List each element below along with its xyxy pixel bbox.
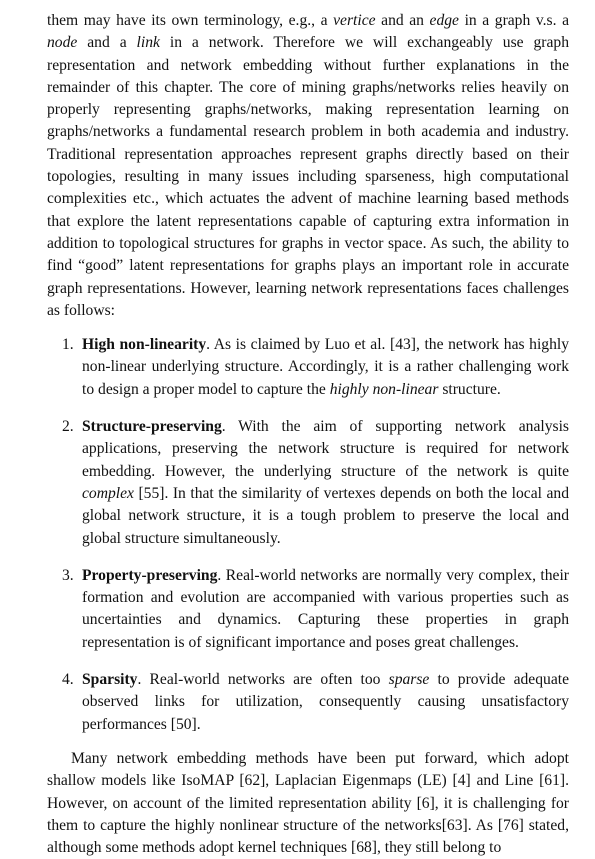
- term-node: node: [47, 34, 78, 52]
- intro-text-1: them may have its own terminology, e.g., a: [47, 12, 334, 29]
- term-link: link: [136, 34, 160, 52]
- closing-paragraph: Many network embedding methods have been put forward, which adopt shallow models like IsoMAP [62], Laplacian Eigenmaps (LE) [4] and Line [61]. However, on account of the limited representation ability [6], it is challenging for them to capture the highly nonlinear structure of the networks[63]. As [76] stated, although some methods adopt kernel techniques [68], they still belong to: [47, 749, 569, 857]
- item-number: 3.: [62, 566, 74, 584]
- item-text: . Real-world networks are normally very complex, their formation and evolution are accompanied with various properties such as uncertainties and dynamics. Capturing these properties in graph representation is of significant importance and poses great challenges.: [82, 566, 569, 651]
- item-text-end: to provide adequate observed links for utilization, consequently causing unsatisfactory performances [50].: [82, 671, 569, 733]
- item-title: Sparsity: [82, 671, 138, 689]
- item-emphasis: sparse: [388, 671, 430, 689]
- item-text-end: [55]. In that the similarity of vertexes depends on both the local and global network structure, it is a tough problem to preserve the local and global structure simultaneously.: [82, 484, 569, 547]
- item-title: High non-linearity: [82, 336, 207, 354]
- item-number: 2.: [62, 418, 74, 436]
- intro-paragraph: [47, 10, 569, 322]
- item-text-end: structure.: [438, 380, 501, 398]
- intro-text-4: and a: [77, 34, 137, 52]
- item-emphasis: complex: [82, 484, 134, 502]
- item-number: 4.: [62, 671, 74, 689]
- term-edge: edge: [429, 12, 459, 29]
- term-vertice: vertice: [333, 12, 376, 29]
- challenge-item: [62, 416, 569, 550]
- challenge-item: [62, 334, 569, 401]
- item-text: . As is claimed by Luo et al. [43], the network has highly non-linear underlying structure. Accordingly, it is a rather challenging work to design a proper model to capture the: [82, 336, 569, 398]
- challenge-item: [62, 669, 569, 736]
- item-number: 1.: [62, 336, 74, 354]
- page-body: [47, 10, 569, 859]
- challenge-item: [62, 565, 569, 654]
- item-emphasis: highly non-linear: [329, 380, 439, 398]
- intro-text-2: and an: [375, 12, 430, 29]
- item-title: Property-preserving: [82, 566, 218, 584]
- intro-text-3: in a graph v.s. a: [458, 12, 570, 29]
- intro-text-5: in a network. Therefore we will exchangeably use graph representation and network embedding without further explanations in the remainder of this chapter. The core of mining graphs/networks relies heavily on properly representing graphs/networks, making representation learning on graphs/networks a fundamental research problem in both academia and industry. Traditional representation approaches represent graphs directly based on their topologies, resulting in many issues including sparseness, high computational complexities etc., which actuates the advent of machine learning based methods that explore the latent representations capable of capturing extra information in addition to topological structures for graphs in vector space. As such, the ability to find “good” latent representations for graphs plays an important role in accurate graph representations. However, learning network representations faces challenges as follows:: [47, 34, 569, 319]
- item-title: Structure-preserving: [82, 418, 222, 436]
- item-text: . With the aim of supporting network analysis applications, preserving the network structure is required for network embedding. However, the underlying structure of the network is quite: [82, 418, 569, 480]
- challenges-list: [47, 334, 569, 736]
- item-text: . Real-world networks are often too: [137, 671, 389, 689]
